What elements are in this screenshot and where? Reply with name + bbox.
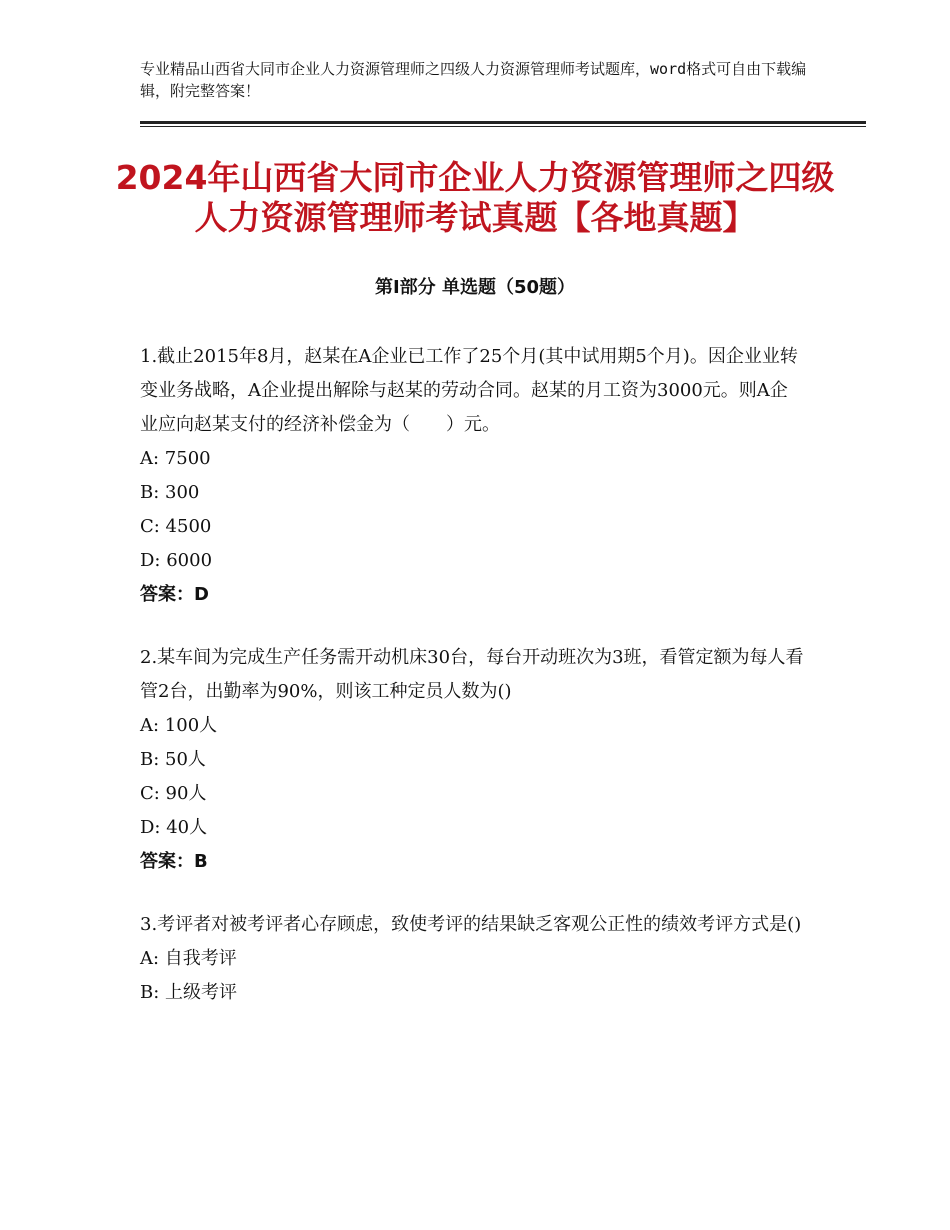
option-c: C: 90人 — [140, 783, 207, 804]
option-c: C: 4500 — [140, 516, 212, 537]
option-d: D: 40人 — [140, 817, 208, 838]
option-d: D: 6000 — [140, 550, 213, 571]
question-stem: 3.考评者对被考评者心存顾虑，致使考评的结果缺乏客观公正性的绩效考评方式是() — [140, 914, 802, 935]
question-1 — [140, 340, 805, 612]
header-note: 专业精品山西省大同市企业人力资源管理师之四级人力资源管理师考试题库，word格式可自由下载编辑，附完整答案！ — [140, 60, 807, 100]
option-a: A: 7500 — [140, 448, 211, 469]
question-answer: 答案：D — [140, 584, 209, 605]
header-divider — [140, 121, 866, 124]
header-divider-thin — [140, 126, 866, 127]
question-list — [140, 340, 805, 1039]
option-b: B: 上级考评 — [140, 982, 238, 1003]
document-title: 2024年山西省大同市企业人力资源管理师之四级人力资源管理师考试真题【各地真题】 — [115, 158, 835, 237]
question-answer: 答案：B — [140, 851, 208, 872]
option-b: B: 50人 — [140, 749, 206, 770]
question-stem: 1.截止2015年8月，赵某在A企业已工作了25个月(其中试用期5个月)。因企业业转变业务战略，A企业提出解除与赵某的劳动合同。赵某的月工资为3000元。则A企业应向赵某支付的经济补偿金为（ ）元。 — [140, 346, 798, 435]
question-2 — [140, 641, 805, 879]
question-stem: 2.某车间为完成生产任务需开动机床30台，每台开动班次为3班，看管定额为每人看管2台，出勤率为90%，则该工种定员人数为() — [140, 647, 804, 702]
option-a: A: 100人 — [140, 715, 218, 736]
question-3 — [140, 908, 805, 1010]
option-a: A: 自我考评 — [140, 948, 237, 969]
option-b: B: 300 — [140, 482, 200, 503]
section-title: 第Ⅰ部分 单选题（50题） — [374, 277, 575, 298]
